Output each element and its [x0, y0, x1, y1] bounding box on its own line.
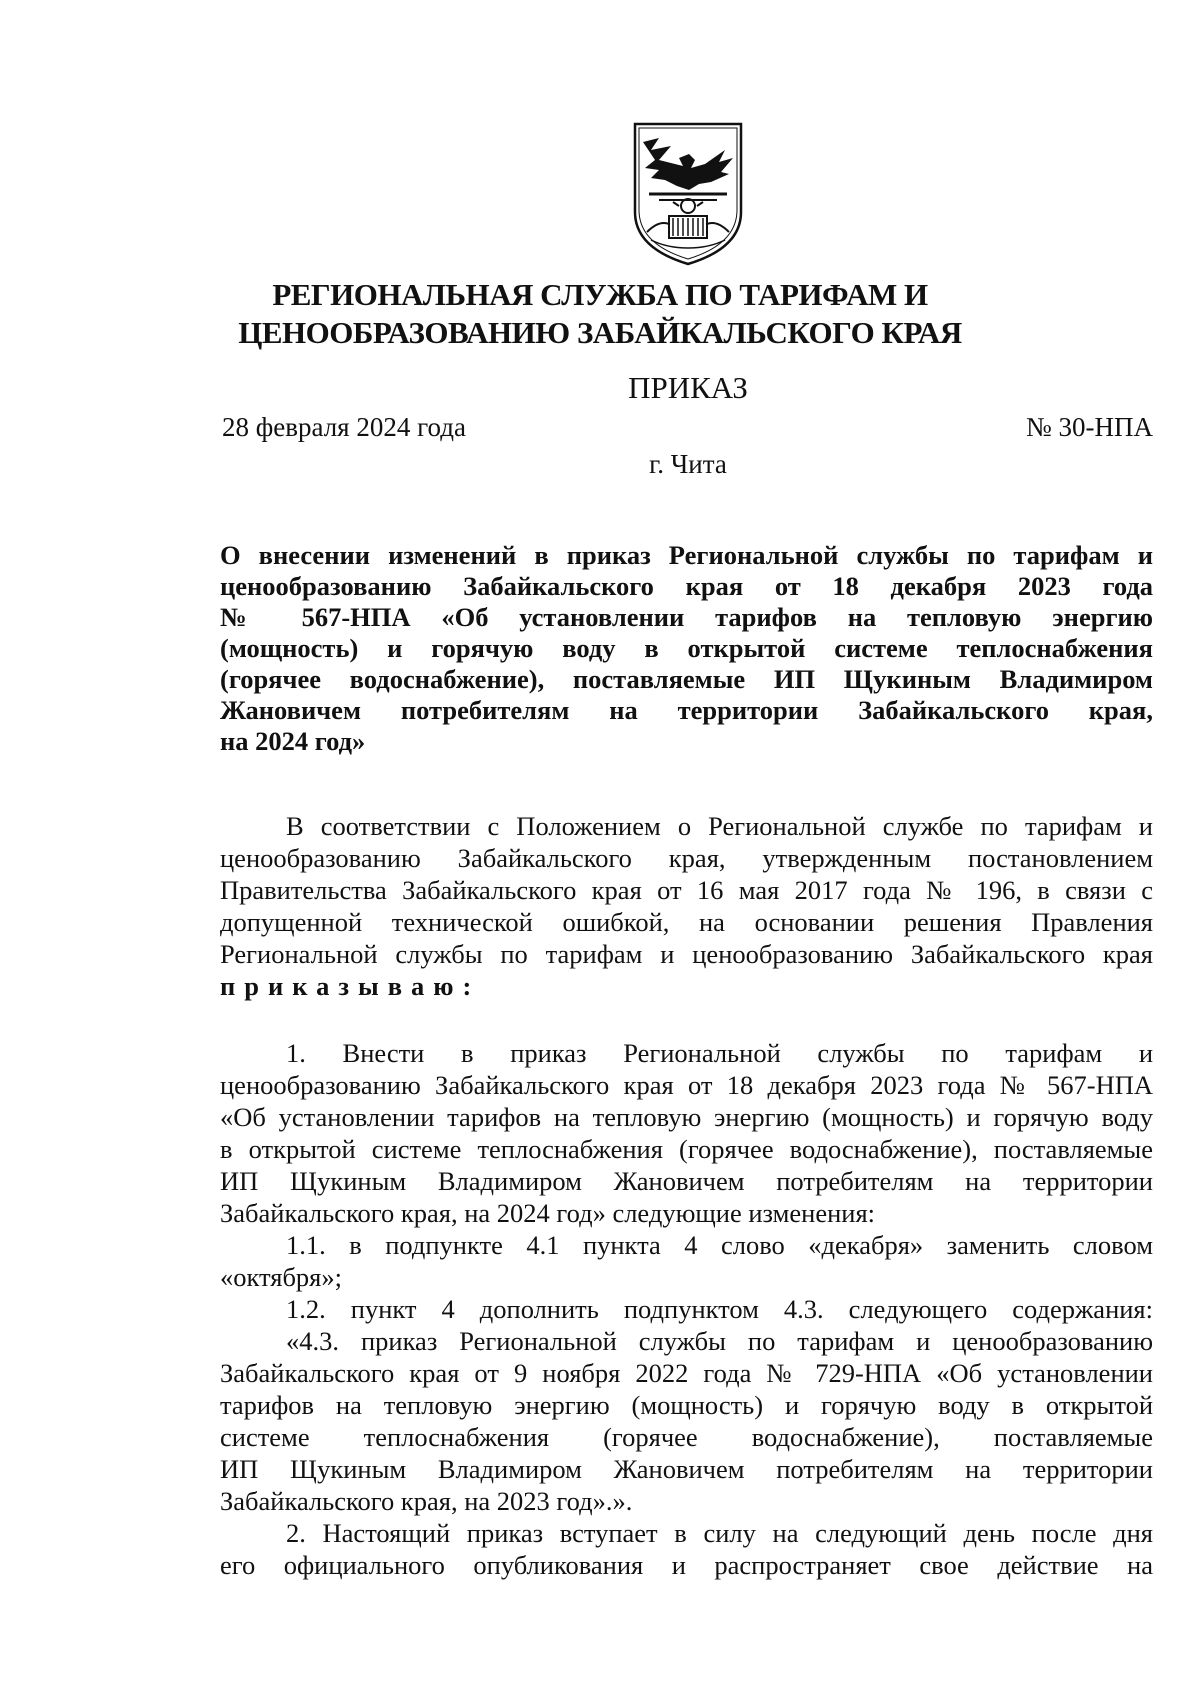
order-verb: приказываю: — [220, 971, 481, 1001]
item-2-line: его официального опубликования и распространяет свое действие на — [220, 1550, 1153, 1580]
item-1-1-line: 1.1. в подпункте 4.1 пункта 4 слово «декабря» заменить словом — [286, 1230, 1153, 1260]
preamble-line: Правительства Забайкальского края от 16 мая 2017 года № 196, в связи с — [220, 875, 1153, 905]
heading-line: (мощность) и горячую воду в открытой системе теплоснабжения — [220, 633, 1153, 663]
organization-title-line-1: РЕГИОНАЛЬНАЯ СЛУЖБА ПО ТАРИФАМ И — [272, 277, 928, 312]
document-type: ПРИКАЗ — [628, 370, 748, 405]
subitem-4-3-line: Забайкальского края от 9 ноября 2022 года № 729-НПА «Об установлении — [220, 1358, 1153, 1388]
preamble-paragraph — [220, 810, 1153, 1002]
preamble-line: Региональной службы по тарифам и ценообразованию Забайкальского края — [220, 939, 1153, 969]
item-1-line: ИП Щукиным Владимиром Жановичем потребителям на территории — [220, 1166, 1153, 1196]
subitem-4-3-line: системе теплоснабжения (горячее водоснабжение), поставляемые — [220, 1422, 1153, 1452]
preamble-line: ценообразованию Забайкальского края, утвержденным постановлением — [220, 843, 1153, 873]
item-1-line: в открытой системе теплоснабжения (горячее водоснабжение), поставляемые — [220, 1134, 1153, 1164]
item-1-line: Забайкальского края, на 2024 год» следующие изменения: — [220, 1198, 876, 1228]
subitem-4-3-line: «4.3. приказ Региональной службы по тарифам и ценообразованию — [286, 1326, 1153, 1356]
document-number: № 30-НПА — [1026, 412, 1153, 442]
item-2-line: 2. Настоящий приказ вступает в силу на следующий день после дня — [286, 1518, 1153, 1548]
item-1 — [220, 1037, 1153, 1581]
organization-title-line-2: ЦЕНООБРАЗОВАНИЮ ЗАБАЙКАЛЬСКОГО КРАЯ — [238, 315, 962, 350]
heading-line: Жановичем потребителям на территории Забайкальского края, — [220, 695, 1153, 725]
order-heading — [220, 540, 1153, 757]
item-1-line: «Об установлении тарифов на тепловую энергию (мощность) и горячую воду — [220, 1102, 1153, 1132]
document-city: г. Чита — [649, 449, 727, 479]
heading-line: ценообразованию Забайкальского края от 18 декабря 2023 года — [220, 571, 1153, 601]
item-1-line: 1. Внести в приказ Региональной службы по тарифам и — [286, 1038, 1153, 1068]
heading-line: (горячее водоснабжение), поставляемые ИП Щукиным Владимиром — [220, 664, 1153, 694]
heading-line: О внесении изменений в приказ Региональной службы по тарифам и — [220, 540, 1153, 570]
coat-of-arms-icon — [629, 120, 747, 268]
item-1-line: ценообразованию Забайкальского края от 18 декабря 2023 года № 567-НПА — [220, 1070, 1153, 1100]
item-1-1-line: «октября»; — [220, 1262, 342, 1292]
document-date: 28 февраля 2024 года — [222, 412, 466, 442]
preamble-line: В соответствии с Положением о Региональной службе по тарифам и — [286, 811, 1153, 841]
subitem-4-3-line: Забайкальского края, на 2023 год».». — [220, 1486, 633, 1516]
heading-line: № 567-НПА «Об установлении тарифов на тепловую энергию — [220, 602, 1153, 632]
subitem-4-3-line: тарифов на тепловую энергию (мощность) и горячую воду в открытой — [220, 1390, 1153, 1420]
heading-line: на 2024 год» — [220, 726, 366, 756]
subitem-4-3-line: ИП Щукиным Владимиром Жановичем потребителям на территории — [220, 1454, 1153, 1484]
preamble-line: допущенной технической ошибкой, на основании решения Правления — [220, 907, 1153, 937]
item-1-2-line: 1.2. пункт 4 дополнить подпунктом 4.3. следующего содержания: — [286, 1294, 1153, 1324]
